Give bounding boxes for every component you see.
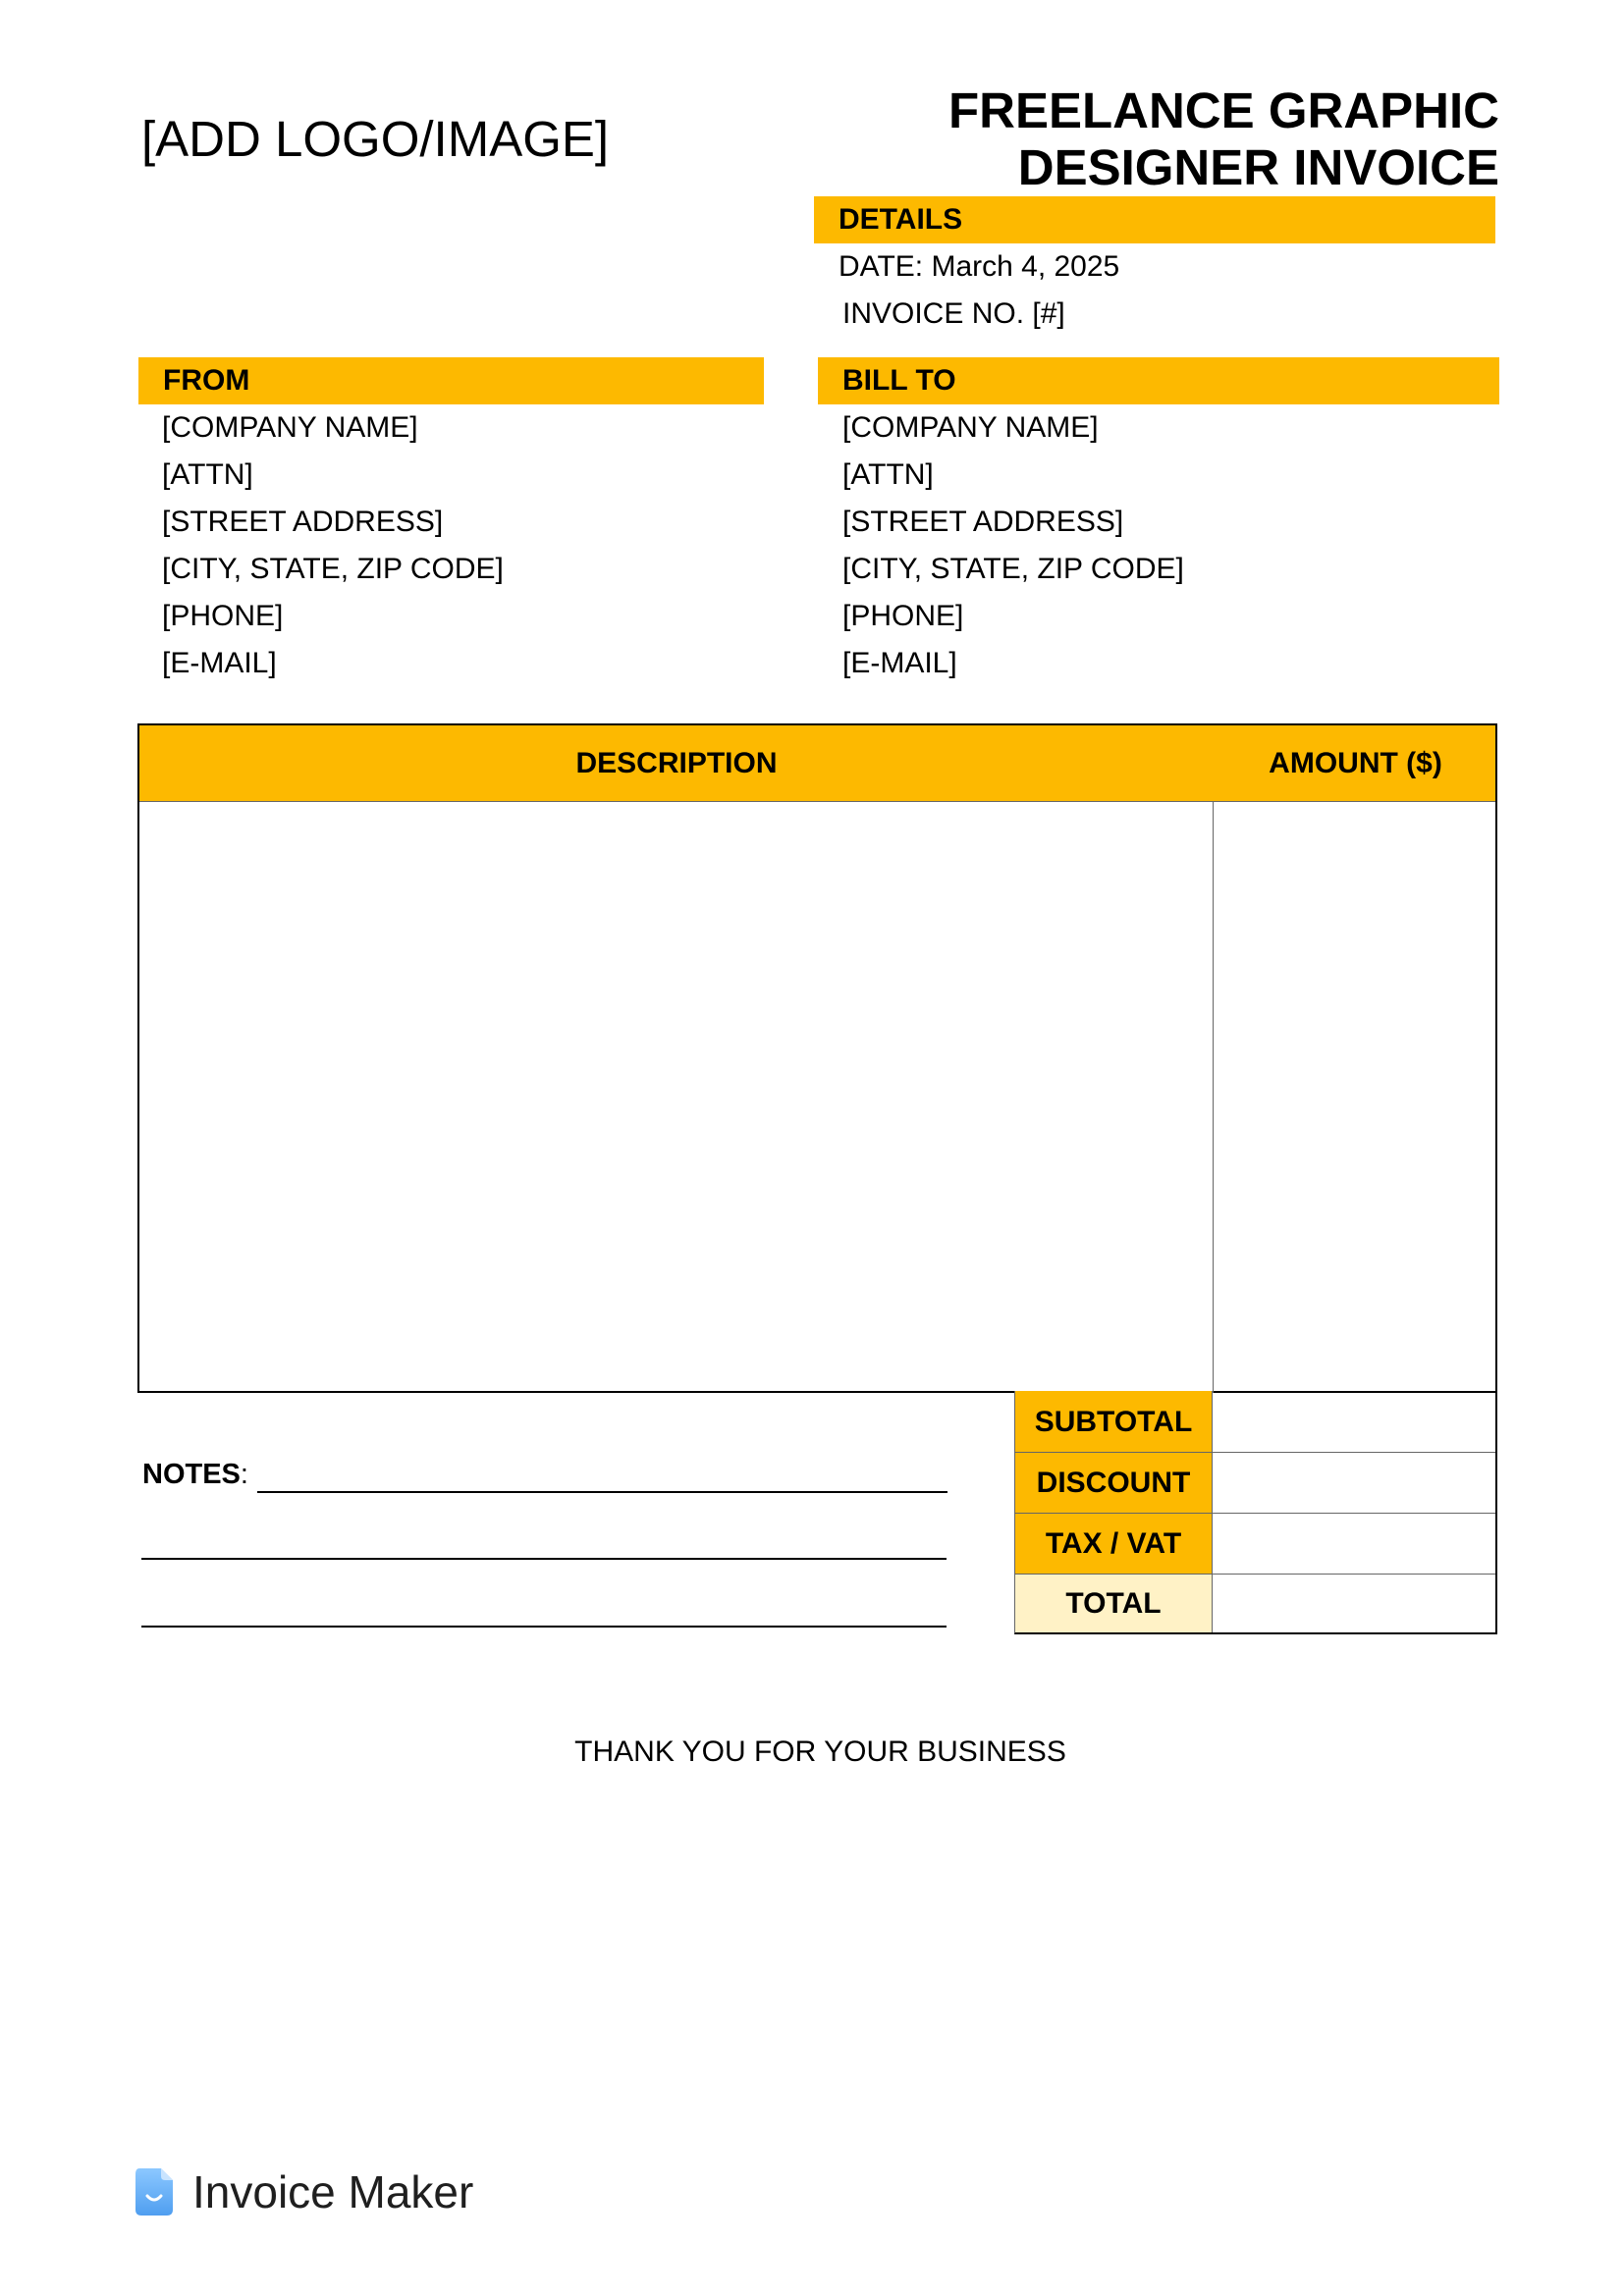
invoice-maker-logo-icon (134, 2166, 175, 2217)
logo-placeholder: [ADD LOGO/IMAGE] (141, 111, 610, 167)
document-title (812, 82, 1499, 196)
totals-table (1014, 1391, 1497, 1634)
invoice-date: DATE: March 4, 2025 (839, 250, 1120, 283)
tax-label: TAX / VAT (1015, 1514, 1213, 1574)
bill-to-email: [E-MAIL] (842, 647, 957, 679)
notes-label (142, 1459, 248, 1491)
subtotal-row (1015, 1391, 1495, 1453)
amount-cell[interactable] (1214, 802, 1497, 1393)
discount-value[interactable] (1213, 1453, 1495, 1513)
invoice-number: INVOICE NO. [#] (842, 297, 1065, 330)
total-label: TOTAL (1015, 1575, 1213, 1632)
notes-label-text: NOTES (142, 1459, 241, 1490)
from-attn: [ATTN] (162, 458, 253, 491)
details-heading: DETAILS (814, 196, 1495, 243)
items-table (137, 723, 1497, 1393)
bill-to-block (842, 404, 1184, 687)
description-header: DESCRIPTION (575, 747, 778, 779)
bill-to-phone: [PHONE] (842, 600, 964, 632)
title-line-2: DESIGNER INVOICE (1017, 139, 1499, 195)
description-cell[interactable] (139, 802, 1214, 1393)
discount-row (1015, 1453, 1495, 1514)
tax-value[interactable] (1213, 1514, 1495, 1574)
discount-label: DISCOUNT (1015, 1453, 1213, 1513)
notes-colon: : (240, 1459, 248, 1490)
from-company: [COMPANY NAME] (162, 411, 418, 444)
bill-to-company: [COMPANY NAME] (842, 411, 1099, 444)
items-table-header (139, 725, 1495, 802)
brand-name: Invoice Maker (192, 2166, 474, 2217)
amount-header: AMOUNT ($) (1269, 747, 1442, 779)
total-row (1015, 1575, 1495, 1632)
from-heading: FROM (138, 357, 764, 404)
notes-line-3[interactable] (141, 1626, 947, 1628)
thank-you-message: THANK YOU FOR YOUR BUSINESS (574, 1735, 1066, 1768)
notes-line-1[interactable] (257, 1491, 947, 1493)
bill-to-city: [CITY, STATE, ZIP CODE] (842, 553, 1184, 585)
subtotal-label: SUBTOTAL (1015, 1391, 1213, 1452)
title-line-1: FREELANCE GRAPHIC (947, 82, 1499, 138)
details-block (839, 243, 1119, 338)
from-email: [E-MAIL] (162, 647, 277, 679)
tax-row (1015, 1514, 1495, 1575)
total-value[interactable] (1213, 1575, 1495, 1632)
bill-to-heading: BILL TO (818, 357, 1499, 404)
from-street: [STREET ADDRESS] (162, 506, 444, 538)
notes-line-2[interactable] (141, 1558, 947, 1560)
brand-footer (134, 2163, 473, 2221)
from-city: [CITY, STATE, ZIP CODE] (162, 553, 504, 585)
from-block (162, 404, 504, 687)
subtotal-value[interactable] (1213, 1391, 1495, 1452)
from-phone: [PHONE] (162, 600, 284, 632)
bill-to-street: [STREET ADDRESS] (842, 506, 1124, 538)
bill-to-attn: [ATTN] (842, 458, 934, 491)
